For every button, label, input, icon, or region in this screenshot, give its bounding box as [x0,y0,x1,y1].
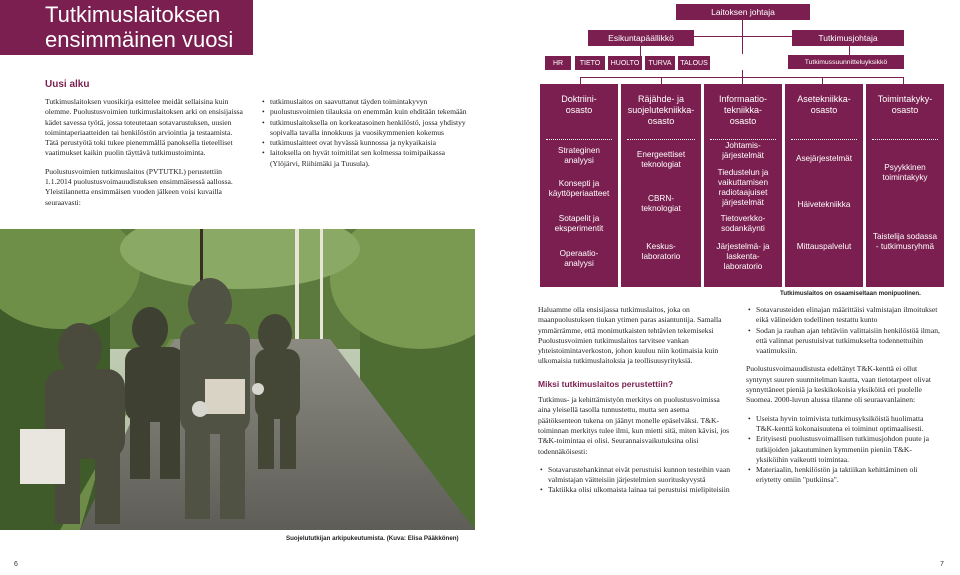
org-department [704,84,782,287]
list-item: • tutkimuslaitteet ovat hyvässä kunnossa ja nykyaikaisia [270,138,476,148]
org-staff-unit: TIETO [575,56,605,70]
department-unit: Energeettiset teknologiat [636,150,686,169]
department-name: Räjähde- ja suojelutekniikka- osasto [627,94,695,126]
department-unit: Operaatio- analyysi [559,249,599,268]
org-connector [742,20,743,54]
department-unit: Sotapelit ja eksperimentit [554,214,604,233]
department-unit: Tiedustelun ja vaikuttamisen radiotaajuiset järjestelmät [717,168,769,207]
department-unit: Häivetekniikka [797,200,851,209]
org-connector [580,77,581,84]
text-column-4 [746,305,942,486]
org-connector [640,46,641,56]
department-unit: Järjestelmä- ja laskenta- laboratorio [716,242,770,271]
org-research-management: Tutkimusjohtaja [792,30,904,46]
org-department [785,84,863,287]
divider [710,139,776,140]
list-item: • tutkimuslaitoksella on korkeatasoinen henkilöstö, jossa yhdistyy sopivalla tavalla innokkuus ja vuosikymmenien kokemus [270,118,476,139]
list-item: • Taktiikka olisi ulkomaista lainaa tai perustuisi mielipiteisiin [548,485,732,495]
list-item: • laitoksella on hyvät toimitilat sen kolmessa toimipaikassa (Ylöjärvi, Riihimäki ja Tuusula). [270,148,476,169]
divider [872,139,938,140]
divider [546,139,612,140]
list-item: • Sodan ja rauhan ajan tehtäviin valittaisiin henkilöstöä ilman, että valinnat perustuisivat tutkimukselta todennettuihin vaatimuksiin. [756,326,942,357]
subheading: Miksi tutkimuslaitos perustettiin? [538,378,674,389]
department-name: Asetekniikka- osasto [797,94,851,115]
org-connector [742,77,743,84]
photo [0,229,475,530]
list-item: • Erityisesti puolustusvoimallisen tutkimusjohdon puute ja tutkijoiden jakautuminen kymmeniin pieniin T&K-yksiköihin vaikeutti toimintaa. [756,434,942,465]
department-unit: Keskus- laboratorio [641,242,681,261]
org-chart-caption: Tutkimuslaitos on osaamiseltaan monipuolinen. [780,290,921,297]
org-staff-unit: HR [545,56,571,70]
list-item: • Sotavarustehankinnat eivät perustuisi kunnon testeihin vaan valmistajan väitteisiin järjestelmien suorituskyvystä [548,465,732,486]
intro-paragraph-1: Tutkimuslaitoksen vuosikirja esittelee meidät sellaisina kuin olemme. Puolustusvoimien tutkimuslaitoksen arki on ensisijaissa kädet savessa työtä, jossa toteutetaan sotavarustuksen, uusien toimintaperiaatteiden tai henkilöstön arviointia ja testaamista. Tätä perustyötä toki tukee pienemmällä panoksella tieteelliset vaatimukset kaikin puolin täyttävä tutkimustoiminta. [45,97,243,158]
org-department [866,84,944,287]
org-connector [742,70,743,77]
department-unit: Tietoverkko- sodankäynti [720,214,766,233]
department-unit: Konsepti ja käyttöperiaatteet [548,179,610,198]
org-connector [822,77,823,84]
list-item: • Sotavarusteiden elinajan määrittäisi valmistajan ilmoitukset eikä välineiden todellinen testattu kunto [756,305,942,326]
org-research-planning: Tutkimussuunnitteluyksikkö [788,55,904,69]
intro-paragraph-2: Puolustusvoimien tutkimuslaitos (PVTUTKL) perustettiin 1.1.2014 puolustusvoimauudistuksen ensimmäisessä aallossa. Yleistilannetta ensimmäisen vuoden jälkeen voisi kuvailla seuraavasti: [45,166,233,207]
list-item: • Useista hyvin toimivista tutkimusyksiköistä huolimatta T&K-kenttä kokonaisuutena ei toiminut optimaalisesti. [756,414,942,435]
org-staff-unit: TALOUS [678,56,710,70]
department-unit: Johtamis- järjestelmät [722,141,764,160]
list-item: • tutkimuslaitos on saavuttanut täyden toimintakyvyn [270,97,476,107]
photo-illustration [0,229,475,530]
org-staff-unit: TURVA [645,56,675,70]
photo-caption: Suojelututkijan arkipukeutumista. (Kuva: Elisa Pääkkönen) [286,535,459,542]
department-unit: Taistelija sodassa - tutkimusryhmä [872,232,938,251]
department-unit: Mittauspalvelut [796,242,852,251]
section-label: Uusi alku [45,79,90,90]
paragraph: Tutkimus- ja kehittämistyön merkitys on puolustusvoimissa aina yleisellä tasolla tunnustettu, mutta sen asema päätöksenteon tukena on jäänyt monelle epäselväksi. T&K-toiminnan merkitys tulee ilmi, kun mietti sitä, miten kävisi, jos T&K-toimintaa ei olisi. Seurannaisvaikutuksina olisi todennäköisesti: [538,395,730,456]
page-title: Tutkimuslaitoksen ensimmäinen vuosi [45,2,234,52]
intro-column [45,97,243,216]
paragraph: Puolustusvoimauudistusta edeltänyt T&K-kenttä ei ollut syntynyt suuren suunnitelman kautta, vaan tietotarpeet olivat synnyttäneet pieniä ja keskikokoisia yksiköitä eri puolelle Suomea. 2000-luvun alussa tilanne oli seuraavanlainen: [746,364,931,405]
department-name: Doktriini- osasto [561,94,597,115]
org-chief-of-staff: Esikuntapäällikkö [588,30,694,46]
org-connector [661,77,662,84]
department-name: Informaatio- tekniikka- osasto [718,94,768,126]
list-item: • Materiaalin, henkilöstön ja taktiikan kehittäminen oli eriytetty omiin "putkiinsa". [756,465,942,486]
department-unit: Strateginen analyysi [558,146,600,165]
paragraph: Haluamme olla ensisijassa tutkimuslaitos, joka on maanpuolustuksen tiukan ytimen paras asiantuntija. Samalla ymmärrämme, että monimutkaisten tehtävien tekemiseksi Puolustusvoimien tutkimuslaitos tarvitsee vankan yhteistoimintaverkoston, johon kuuluu niin kotimaisia kuin ulkomaisia tutkimuslaitoksia ja teollisuusyrityksiä. [538,305,722,366]
list-item: • puolustusvoimien tilauksia on enemmän kuin ehditään tekemään [270,107,476,117]
department-unit: Asejärjestelmät [796,154,852,163]
org-staff-unit: HUOLTO [608,56,642,70]
department-unit: CBRN- teknologiat [641,194,681,213]
divider [791,139,857,140]
divider [627,139,695,140]
department-unit: Psyykkinen toimintakyky [882,163,928,182]
org-connector [903,77,904,84]
text-column-3 [538,305,732,496]
department-name: Toimintakyky- osasto [877,94,933,115]
bullet-column [262,97,476,169]
org-department [621,84,701,287]
page-number-right: 7 [940,561,944,568]
org-director: Laitoksen johtaja [676,4,810,20]
page-number-left: 6 [14,561,18,568]
org-department [540,84,618,287]
